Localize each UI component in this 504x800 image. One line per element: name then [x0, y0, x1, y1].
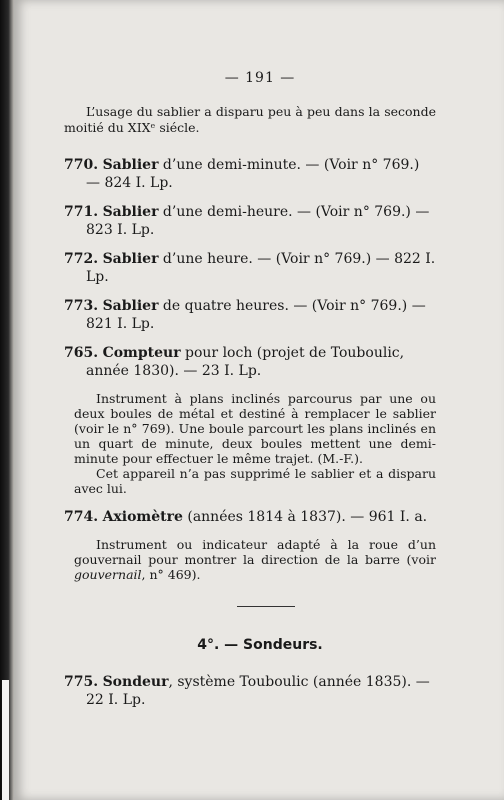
entry-number: 771.: [64, 204, 99, 220]
entry-text: d’une demi-heure. — (Voir n° 769.) — 823 I. Lp.: [86, 204, 430, 238]
page-number: — 191 —: [224, 70, 296, 86]
section-divider: [237, 606, 295, 607]
intro-paragraph: L’usage du sablier a disparu peu à peu dans la seconde moitié du XIXᵉ siécle.: [64, 104, 436, 135]
entry-number: 773.: [64, 298, 99, 314]
entry-keyword: Sondeur: [102, 674, 169, 690]
note-paragraph: Cet appareil n’a pas supprimé le sablier et a disparu avec lui.: [74, 466, 436, 496]
entry-keyword: Sablier: [102, 251, 159, 267]
entry-keyword: Sablier: [102, 204, 159, 220]
entry-text: d’une demi-minute. — (Voir n° 769.) — 824 I. Lp.: [86, 157, 420, 191]
catalog-entry-773: [64, 297, 436, 333]
note-text: , n° 469).: [141, 567, 201, 582]
entry-number: 772.: [64, 251, 99, 267]
note-axiometre: [74, 537, 436, 582]
entry-text: de quatre heures. — (Voir n° 769.) — 821 I. Lp.: [86, 298, 426, 332]
entry-number: 774.: [64, 509, 99, 525]
entry-keyword: Sablier: [102, 298, 159, 314]
catalog-entry-770: [64, 156, 436, 192]
entry-keyword: Sablier: [102, 157, 159, 173]
book-page: [14, 0, 504, 800]
entry-text: (années 1814 à 1837). — 961 I. a.: [182, 509, 428, 525]
entry-number: 775.: [64, 674, 99, 690]
entry-text: , système Touboulic (année 1835). — 22 I. Lp.: [86, 674, 430, 708]
note-text: Instrument ou indicateur adapté à la roue d’un gouvernail pour montrer la direction de la barre (voir: [74, 537, 436, 567]
section-heading: 4°. — Sondeurs.: [197, 637, 323, 653]
catalog-entry-772: [64, 250, 436, 286]
entry-number: 770.: [64, 157, 99, 173]
entry-text: d’une heure. — (Voir n° 769.) — 822 I. Lp.: [86, 251, 436, 285]
note-paragraph: Instrument à plans inclinés parcourus par une ou deux boules de métal et destiné à remplacer le sablier (voir le n° 769). Une boule parcourt les plans inclinés en un quart de minute, deux boules mettent une demi-minute pour effectuer le même trajet. (M.-F.).: [74, 391, 436, 466]
catalog-entry-765: [64, 344, 436, 380]
scan-edge-strip: [2, 680, 9, 800]
note-compteur: [74, 391, 436, 496]
entry-keyword: Axiomètre: [102, 509, 183, 525]
catalog-entry-771: [64, 203, 436, 239]
catalog-entry-774: [64, 508, 436, 526]
note-italic-ref: gouvernail: [74, 567, 142, 582]
entry-number: 765.: [64, 345, 99, 361]
page-content: [64, 70, 436, 720]
catalog-entry-775: [64, 673, 436, 709]
note-paragraph: [74, 537, 436, 582]
entry-text: pour loch (projet de Touboulic, année 1830). — 23 I. Lp.: [86, 345, 405, 379]
entry-keyword: Compteur: [102, 345, 181, 361]
